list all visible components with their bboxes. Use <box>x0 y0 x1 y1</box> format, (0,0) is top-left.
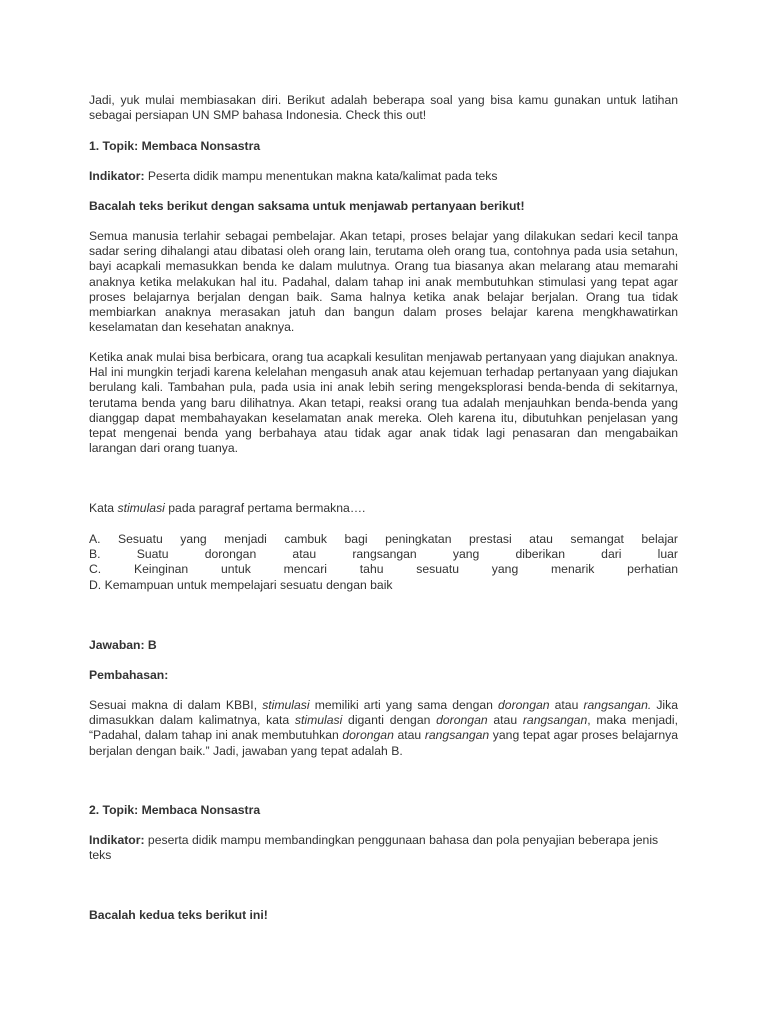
section2-topic: 2. Topik: Membaca Nonsastra <box>89 803 261 817</box>
section2-indicator <box>89 833 678 863</box>
option-b: B. Suatu dorongan atau rangsangan yang diberikan dari luar <box>89 547 678 562</box>
question-text: Kata stimulasi pada paragraf pertama bermakna…. <box>89 501 366 515</box>
answer-key: Jawaban: B <box>89 638 157 652</box>
question-term: stimulasi <box>117 501 165 515</box>
section1-topic: 1. Topik: Membaca Nonsastra <box>89 139 261 153</box>
reading-paragraph-1: Semua manusia terlahir sebagai pembelajar. Akan tetapi, proses belajar yang dilakukan sedari kecil tanpa sadar sering dihalangi atau dibatasi oleh orang lain, terutama oleh orang tua, contohnya pada usia setahun, bayi acapkali memasukkan benda ke dalam mulutnya. Orang tua biasanya akan melarang atau memarahi anaknya ketika melakukan hal itu. Padahal, dalam tahap ini anak membutuhkan stimulasi yang tepat agar proses belajarnya berjalan dengan baik. Sama halnya ketika anak belajar berjalan. Orang tua tidak membiarkan anaknya merasakan jatuh dan bangun dalam proses belajar karena mengkhawatirkan keselamatan dan kesehatan anaknya. <box>89 229 678 335</box>
indicator-text: peserta didik mampu membandingkan penggunaan bahasa dan pola penyajian beberapa jenis teks <box>89 833 659 863</box>
discussion-paragraph: Sesuai makna di dalam KBBI, stimulasi memiliki arti yang sama dengan dorongan atau rangsangan. Jika dimasukkan dalam kalimatnya, kata stimulasi diganti dengan dorongan atau rangsangan, maka menjadi, “Padahal, dalam tahap ini anak membutuhkan dorongan atau rangsangan yang tepat agar proses belajarnya berjalan dengan baik.” Jadi, jawaban yang tepat adalah B. <box>89 698 679 758</box>
discussion-title: Pembahasan: <box>89 668 169 682</box>
section1-indicator <box>89 169 678 184</box>
option-c: C. Keinginan untuk mencari tahu sesuatu yang menarik perhatian <box>89 562 678 577</box>
reading-paragraph-2: Ketika anak mulai bisa berbicara, orang tua acapkali kesulitan menjawab pertanyaan yang diajukan anaknya. Hal ini mungkin terjadi karena kelelahan mengasuh anak atau kejemuan terhadap pertanyaan yang diajukan berulang kali. Tambahan pula, pada usia ini anak lebih sering mengeksplorasi benda-benda di sekitarnya, terutama benda yang baru dilihatnya. Akan tetapi, reaksi orang tua adalah menjauhkan benda-benda yang dianggap dapat membahayakan keselamatan anak mereka. Oleh karena itu, dibutuhkan penjelasan yang tepat mengenai benda yang berbahaya atau tidak agar anak tidak lagi penasaran dan mengabaikan larangan dari orang tuanya. <box>89 350 678 456</box>
section2-instruction: Bacalah kedua teks berikut ini! <box>89 908 268 922</box>
indicator-label: Indikator: <box>89 833 145 847</box>
intro-paragraph: Jadi, yuk mulai membiasakan diri. Berikut adalah beberapa soal yang bisa kamu gunakan untuk latihan sebagai persiapan UN SMP bahasa Indonesia. Check this out! <box>89 93 678 123</box>
indicator-text: Peserta didik mampu menentukan makna kata/kalimat pada teks <box>144 169 498 183</box>
indicator-label: Indikator: <box>89 169 145 183</box>
section1-instruction: Bacalah teks berikut dengan saksama untuk menjawab pertanyaan berikut! <box>89 199 525 213</box>
answer-options <box>89 532 678 593</box>
option-d: D. Kemampuan untuk mempelajari sesuatu dengan baik <box>89 577 393 592</box>
option-a: A. Sesuatu yang menjadi cambuk bagi peningkatan prestasi atau semangat belajar <box>89 532 678 546</box>
